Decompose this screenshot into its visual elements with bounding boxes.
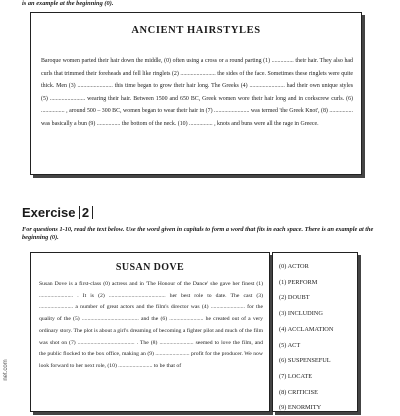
- word-list: [279, 259, 357, 416]
- exercise-label: Exercise: [22, 204, 76, 220]
- passage-text: Baroque women parted their hair down the middle, (0) often using a cross or a round parting (1) ............... their hair. They also had curls that trimmed their foreheads and fell like ringlets (2) ........................ the sides of the face. Sometimes these ringlets were quite thick. Men (3) ........................ this time began to grow their hair long. The Greeks (4) ........................ had their own unique styles (5) ........................ wearing their hair. Between 1500 and 650 BC, Greek women wore their hair long and in corkscrew curls. (6) ................ , around 500 – 300 BC, women began to wear their hair in (7) ........................ was termed 'the Greek Knot', (8) ................ was basically a bun (9) ................ the bottom of the neck. (10) ................ , knots and buns were all the rage in Greece.: [41, 58, 353, 127]
- passage-text: Susan Dove is a first-class (0) actress and in 'The Honour of the Dance' she gave her finest (1) ........................ . It is (2) ........................................ her best role to date. The cast (3) ........................ a number of great actors and the film's director was (4) ........................ for the quality of the (5) ........................................ and the (6) ........................ he created out of a very ordinary story. The plot is about a girl's dreaming of becoming a fighter pilot and much of the film was shot on (7) ........................................ . The (8) ........................ seemed to love the film, and the public flocked to the box office, making an (9) ........................ profit for the producer. We now look forward to her next role, (10) ........................ to be that of: [39, 281, 263, 369]
- word-list-item: (3) INCLUDING: [279, 310, 323, 318]
- side-watermark-text: net.com: [3, 359, 9, 381]
- passage-title: ANCIENT HAIRSTYLES: [131, 25, 261, 36]
- passage-box-ancient-hairstyles: [30, 12, 362, 175]
- word-list-item: (8) CRITICISE: [279, 388, 319, 396]
- passage-box-susan-dove: [30, 252, 270, 412]
- top-instruction: is an example at the beginning (0).: [22, 0, 114, 7]
- word-list-item: (2) DOUBT: [279, 294, 310, 302]
- passage-title: SUSAN DOVE: [115, 262, 185, 273]
- word-list-item: (5) ACT: [279, 341, 301, 349]
- word-list-item: (1) PERFORM: [279, 278, 318, 286]
- word-list-item: (7) LOCATE: [279, 372, 313, 380]
- word-list-box: [272, 252, 358, 412]
- exercise-number: 2: [79, 206, 93, 219]
- word-list-item: (4) ACCLAMATION: [279, 325, 334, 333]
- exercise-instruction: For questions 1-10, read the text below. Use the word given in capitals to form a word that fits in each space. There is an example at the beginning (0).: [22, 226, 374, 241]
- word-list-item: (0) ACTOR: [279, 263, 309, 270]
- word-list-item: (6) SUSPENSEFUL: [279, 357, 331, 365]
- word-list-item: (9) ENORMITY: [279, 404, 322, 412]
- exercise-heading: [22, 204, 93, 220]
